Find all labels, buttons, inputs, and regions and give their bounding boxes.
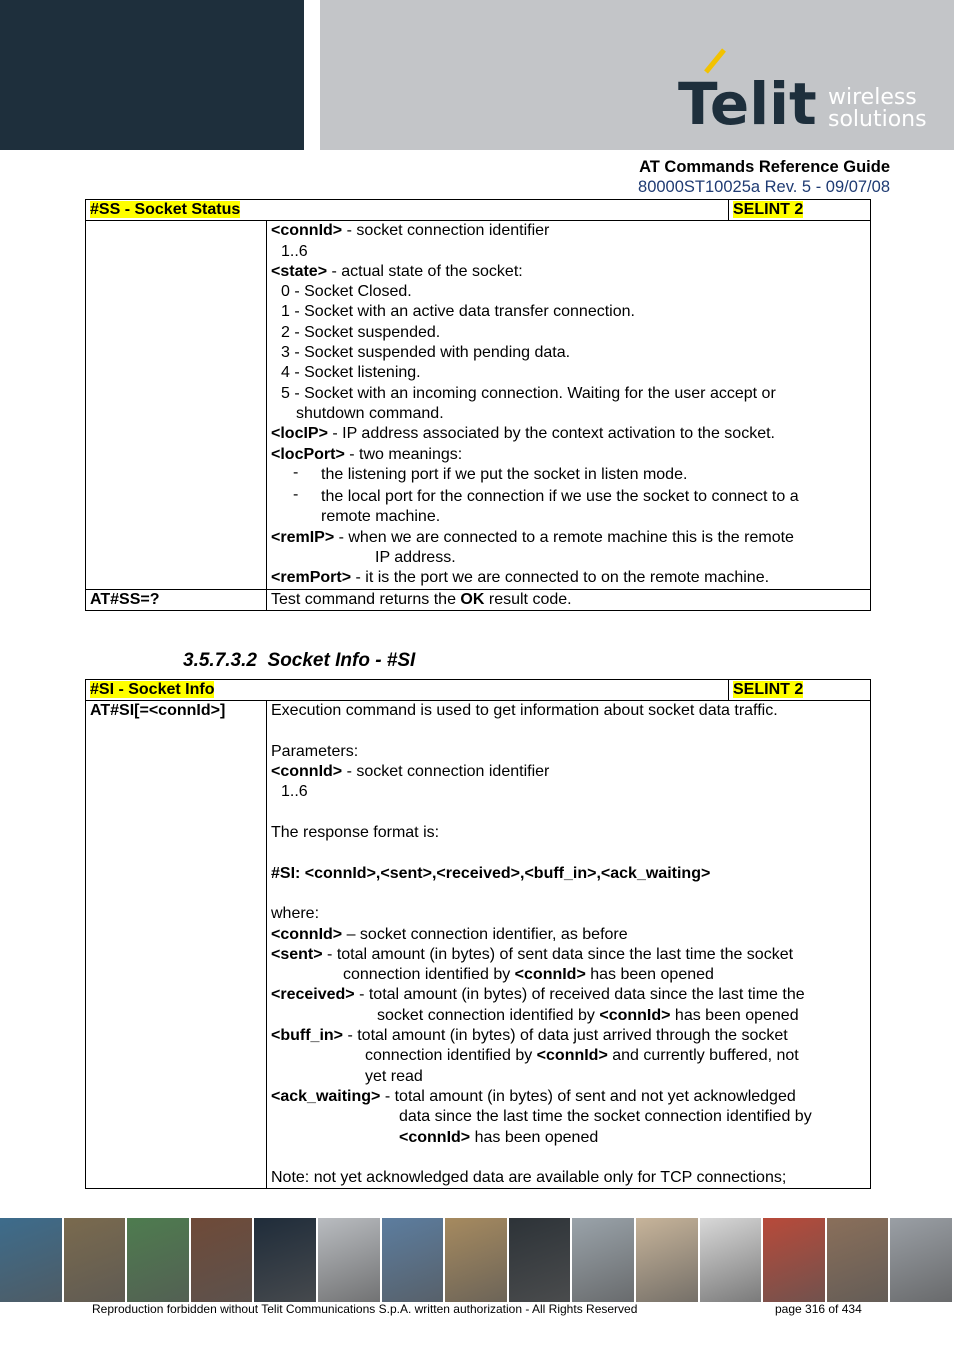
si-selint: SELINT 2: [733, 681, 804, 698]
si-buff-in-cont: connection identified by <connId> and currently buffered, not: [365, 1047, 799, 1065]
ss-state-5-cont: shutdown command.: [296, 404, 444, 422]
section-heading: [183, 650, 415, 672]
si-params: Parameters:: [271, 742, 359, 760]
si-ack-waiting: <ack_waiting> - total amount (in bytes) of sent and not yet acknowledged: [271, 1087, 796, 1105]
footer-photo-strip: [0, 1218, 954, 1302]
footer-photo-tile: [191, 1218, 255, 1302]
footer-page-number: page 316 of 434: [775, 1302, 862, 1316]
si-connid-line: <connId> - socket connection identifier: [271, 763, 550, 781]
ss-test-cmd: AT#SS=?: [86, 589, 267, 610]
si-response: #SI: <connId>,<sent>,<received>,<buff_in>,<ack_waiting>: [271, 864, 711, 882]
ss-state-4: 4 - Socket listening.: [281, 364, 421, 382]
footer-notice: Reproduction forbidden without Telit Communications S.p.A. written authorization - All Rights Reserved: [92, 1302, 638, 1316]
guide-title: AT Commands Reference Guide: [639, 158, 890, 176]
footer-photo-tile: [382, 1218, 446, 1302]
telit-logo: [676, 48, 936, 130]
ss-remip-cont: IP address.: [375, 549, 456, 567]
si-sent: <sent> - total amount (in bytes) of sent data since the last time the socket: [271, 945, 794, 963]
footer-photo-tile: [0, 1218, 64, 1302]
guide-revision: 80000ST10025a Rev. 5 - 09/07/08: [638, 178, 890, 196]
ss-params-cell: [267, 221, 871, 589]
si-desc-cell: [267, 701, 871, 1189]
footer-photo-tile: [763, 1218, 827, 1302]
ss-table: [85, 199, 871, 611]
footer-photo-tile: [127, 1218, 191, 1302]
footer-photo-tile: [572, 1218, 636, 1302]
ss-state-1: 1 - Socket with an active data transfer connection.: [281, 303, 635, 321]
logo-word: Telit: [678, 70, 817, 130]
section-number: 3.5.7.3.2: [183, 650, 257, 671]
section-title: Socket Info - #SI: [267, 650, 416, 671]
logo-tag-solutions: solutions: [828, 107, 927, 130]
si-where: where:: [271, 905, 320, 923]
logo-tag-wireless: wireless: [828, 85, 917, 110]
footer-photo-tile: [827, 1218, 891, 1302]
si-w-connid: <connId> – socket connection identifier, as before: [271, 925, 628, 943]
si-selint-cell: [729, 680, 871, 701]
footer-photo-tile: [700, 1218, 764, 1302]
si-ack-cont: data since the last time the socket connection identified by: [399, 1108, 812, 1126]
ss-state-3: 3 - Socket suspended with pending data.: [281, 344, 571, 362]
ss-test-desc: Test command returns the OK result code.: [267, 589, 871, 610]
ss-table-title: #SS - Socket Status: [90, 201, 241, 218]
ss-locip-line: <locIP> - IP address associated by the context activation to the socket.: [271, 425, 775, 443]
si-received-cont: socket connection identified by <connId> has been opened: [377, 1006, 799, 1024]
si-note: Note: not yet acknowledged data are available only for TCP connections;: [271, 1169, 787, 1187]
ss-connid-range: 1..6: [281, 242, 308, 260]
ss-locport-line: <locPort> - two meanings:: [271, 445, 463, 463]
si-buff-in-cont2: yet read: [365, 1067, 423, 1085]
ss-meaning-1: - the listening port if we put the socket in listen mode.: [293, 463, 688, 483]
ss-connid-line: <connId> - socket connection identifier: [271, 222, 550, 240]
ss-state-0: 0 - Socket Closed.: [281, 283, 412, 301]
si-exec: Execution command is used to get information about socket data traffic.: [271, 702, 778, 720]
si-resp-format: The response format is:: [271, 824, 440, 842]
ss-state-5: 5 - Socket with an incoming connection. Waiting for the user accept or: [281, 384, 776, 402]
ss-selint: SELINT 2: [733, 201, 804, 218]
si-table-title: #SI - Socket Info: [90, 681, 215, 698]
header-dark-panel: [0, 0, 304, 150]
ss-selint-cell: [729, 200, 871, 221]
footer-photo-tile: [509, 1218, 573, 1302]
si-table: [85, 679, 871, 1189]
si-ack-cont2: <connId> has been opened: [399, 1128, 599, 1146]
ss-state-2: 2 - Socket suspended.: [281, 323, 441, 341]
footer-photo-tile: [636, 1218, 700, 1302]
ss-meaning-2-cont: remote machine.: [321, 508, 441, 526]
footer-photo-tile: [890, 1218, 954, 1302]
ss-remport-line: <remPort> - it is the port we are connected to on the remote machine.: [271, 569, 770, 587]
ss-state-line: <state> - actual state of the socket:: [271, 262, 523, 280]
footer-photo-tile: [64, 1218, 128, 1302]
si-sent-cont: connection identified by <connId> has been opened: [343, 966, 714, 984]
si-received: <received> - total amount (in bytes) of received data since the last time the: [271, 986, 805, 1004]
ss-table-title-cell: [86, 200, 729, 221]
si-table-title-cell: [86, 680, 729, 701]
ss-meaning-2: - the local port for the connection if we use the socket to connect to a: [293, 486, 799, 506]
si-cmd: AT#SI[=<connId>]: [86, 701, 267, 1189]
ss-left-empty: [86, 221, 267, 589]
ss-remip-line: <remIP> - when we are connected to a remote machine this is the remote: [271, 528, 794, 546]
footer-photo-tile: [318, 1218, 382, 1302]
footer-photo-tile: [254, 1218, 318, 1302]
si-connid-range: 1..6: [281, 783, 308, 801]
si-buff-in: <buff_in> - total amount (in bytes) of data just arrived through the socket: [271, 1027, 788, 1045]
footer-photo-tile: [445, 1218, 509, 1302]
